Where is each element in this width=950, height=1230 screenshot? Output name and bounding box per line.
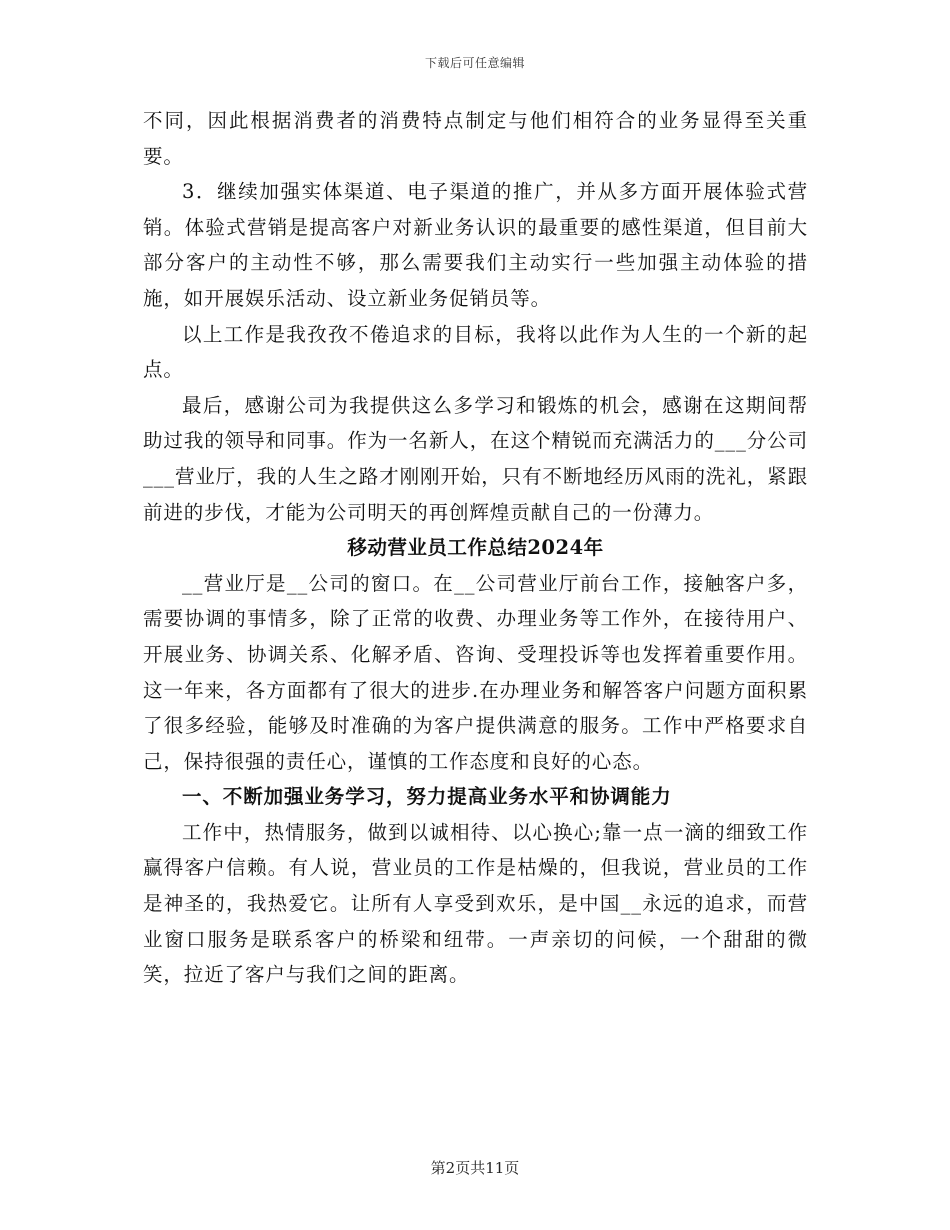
paragraph-service: 工作中，热情服务，做到以诚相待、以心换心;靠一点一滴的细致工作赢得客户信赖。有人说，营业员的工作是枯燥的，但我说，营业员的工作是神圣的，我热爱它。让所有人享受到欢乐，是中国__永远的追求，而营业窗口服务是联系客户的桥梁和纽带。一声亲切的问候，一个甜甜的微笑，拉近了客户与我们之间的距离。 xyxy=(143,820,808,987)
paragraph-intro: __营业厅是__公司的窗口。在__公司营业厅前台工作，接触客户多，需要协调的事情多，除了正常的收费、办理业务等工作外，在接待用户、开展业务、协调关系、化解矛盾、咨询、受理投诉等也发挥着重要作用。这一年来，各方面都有了很大的进步.在办理业务和解答客户问题方面积累了很多经验，能够及时准确的为客户提供满意的服务。工作中严格要求自己，保持很强的责任心，谨慎的工作态度和良好的心态。 xyxy=(143,571,808,773)
document-body xyxy=(143,103,808,993)
page-footer: 第2页共11页 xyxy=(430,1159,520,1177)
paragraph-item-3: 3．继续加强实体渠道、电子渠道的推广，并从多方面开展体验式营销。体验式营销是提高客户对新业务认识的最重要的感性渠道，但目前大部分客户的主动性不够，那么需要我们主动实行一些加强主动体验的措施，如开展娱乐活动、设立新业务促销员等。 xyxy=(143,180,808,310)
paragraph-thanks: 最后，感谢公司为我提供这么多学习和锻炼的机会，感谢在这期间帮助过我的领导和同事。作为一名新人，在这个精锐而充满活力的___分公司___营业厅，我的人生之路才刚刚开始，只有不断地经历风雨的洗礼，紧跟前进的步伐，才能为公司明天的再创辉煌贡献自己的一份薄力。 xyxy=(143,393,808,524)
paragraph-continuation: 不同，因此根据消费者的消费特点制定与他们相符合的业务显得至关重要。 xyxy=(143,109,808,168)
paragraph-goal: 以上工作是我孜孜不倦追求的目标，我将以此作为人生的一个新的起点。 xyxy=(143,322,808,382)
page-header: 下载后可任意编辑 xyxy=(424,56,525,70)
section-heading-1: 一、不断加强业务学习，努力提高业务水平和协调能力 xyxy=(182,785,672,809)
section-title: 移动营业员工作总结2024年 xyxy=(347,536,604,560)
